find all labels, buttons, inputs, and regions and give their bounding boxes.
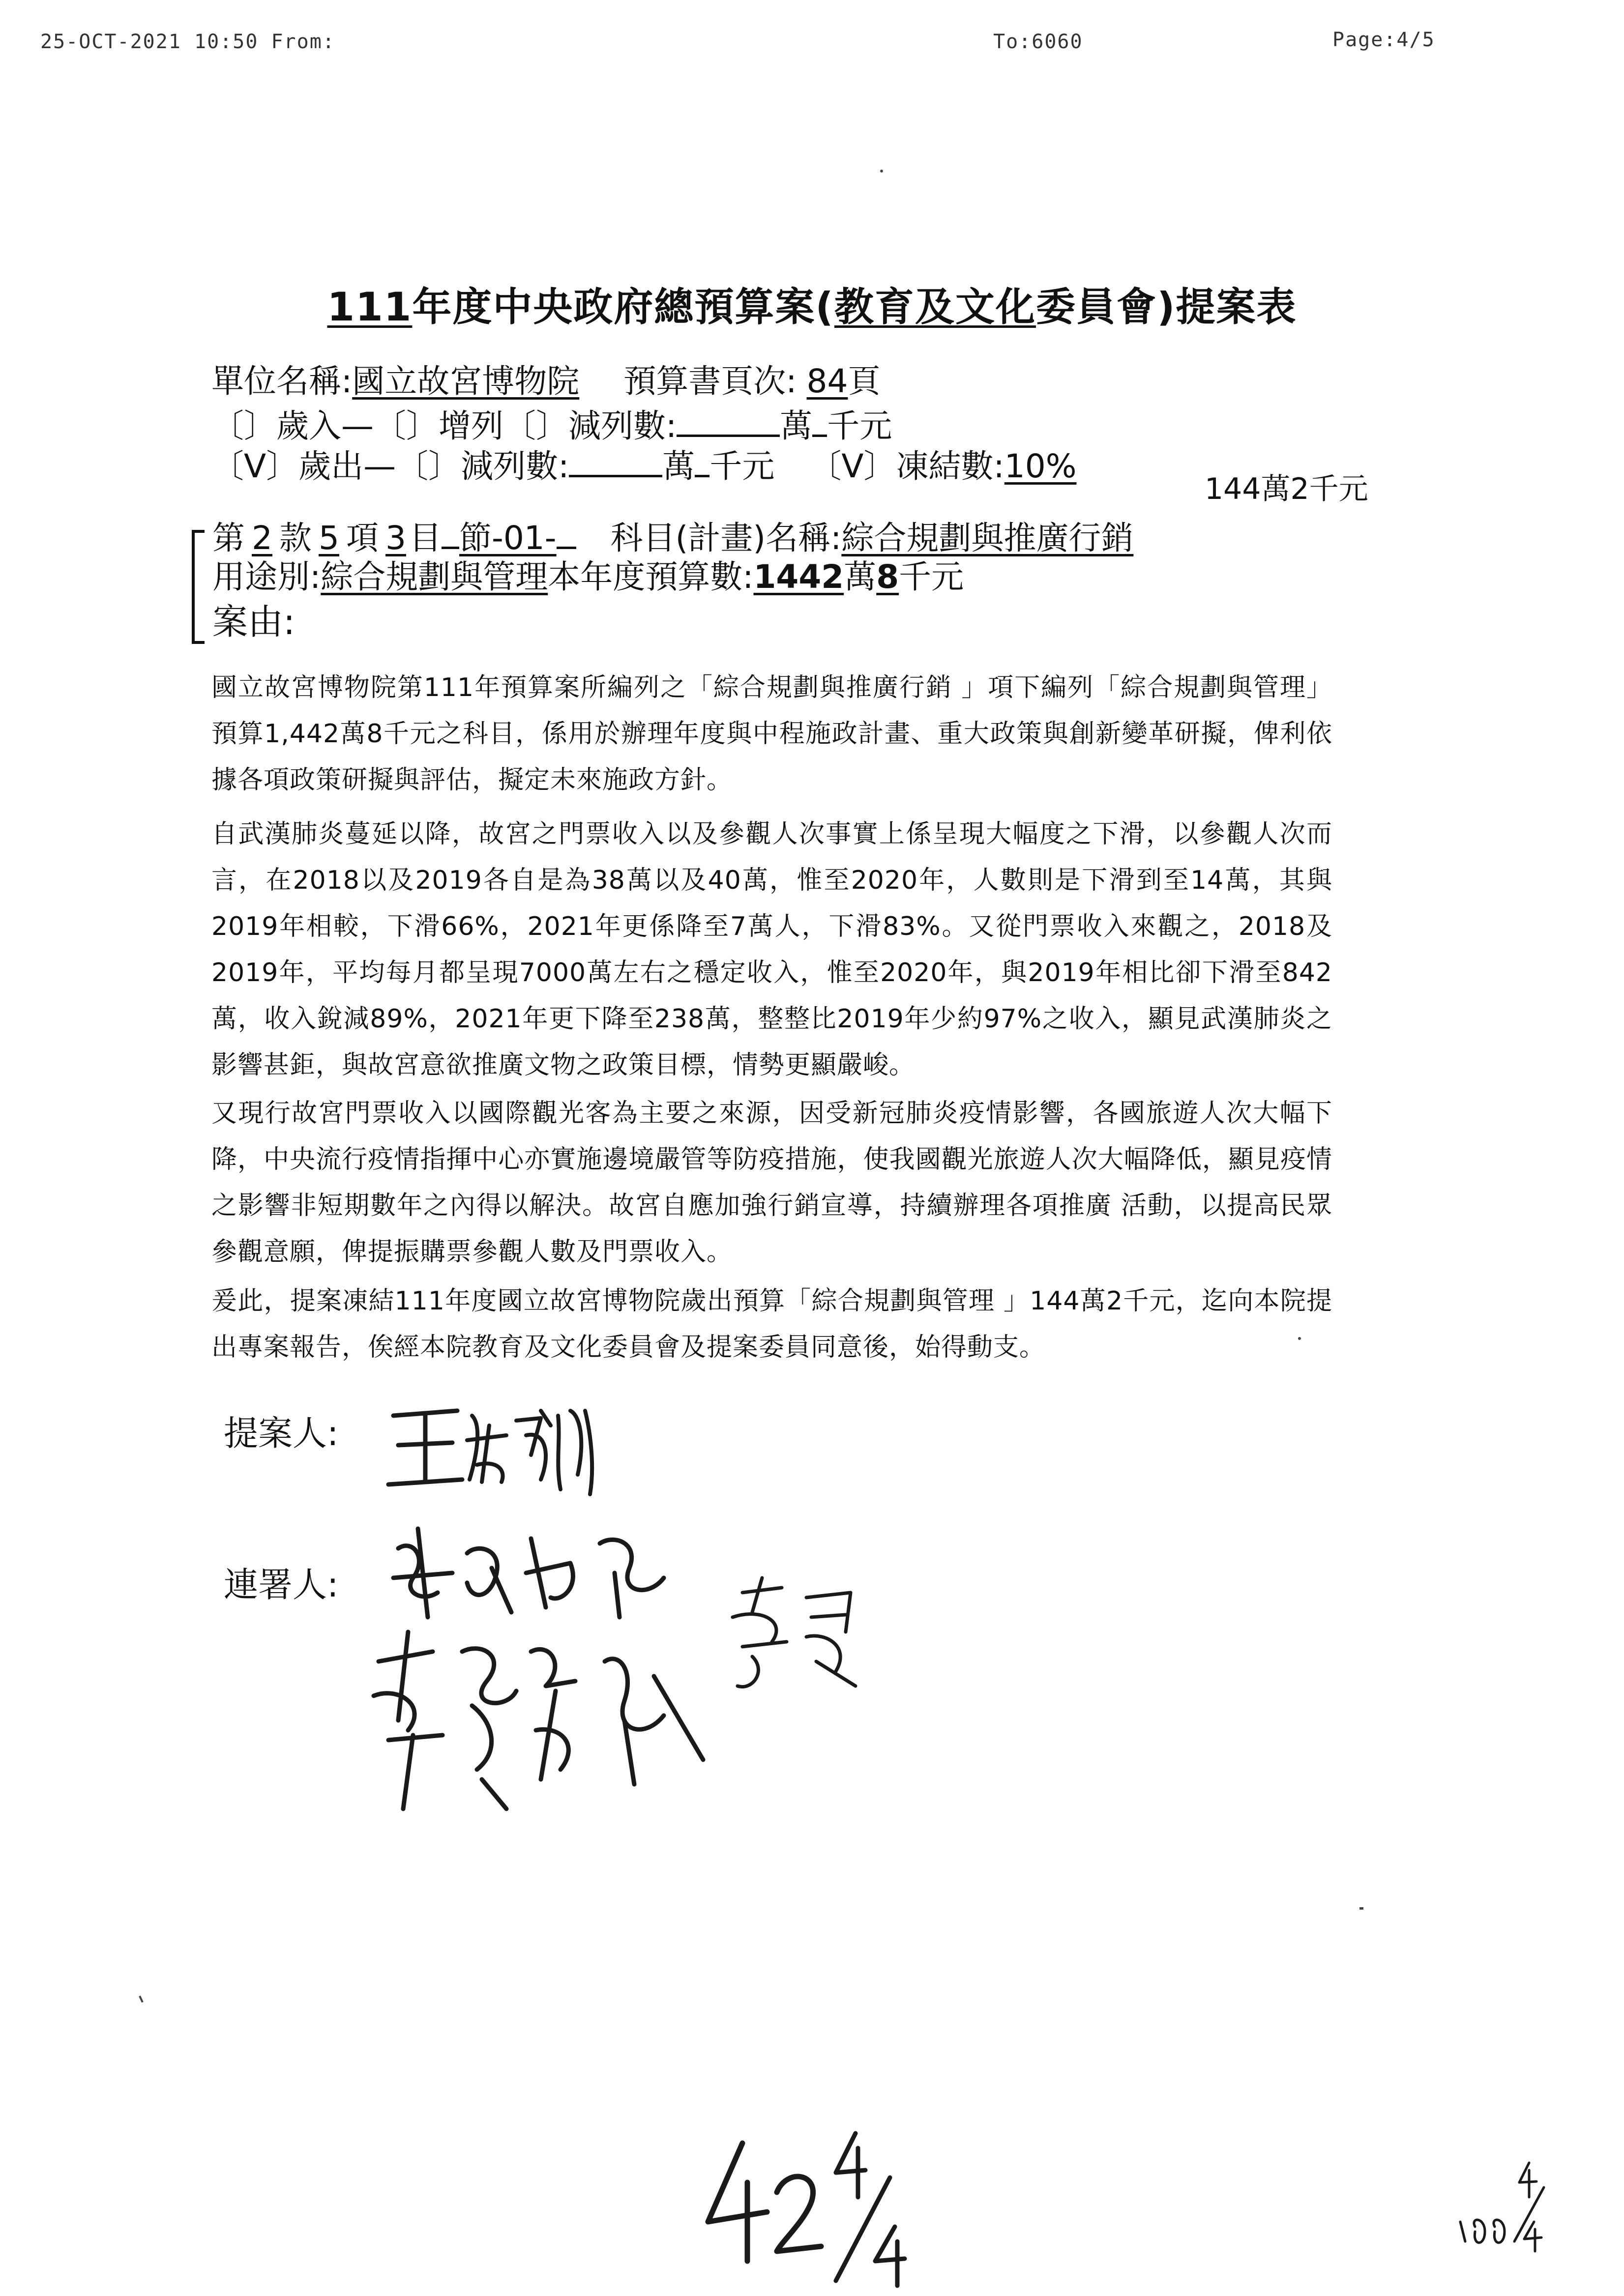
xiang-number: 5 [319, 519, 339, 557]
item-line [212, 520, 1133, 556]
jie-number: 節-01- [459, 519, 557, 557]
page-title [0, 275, 1624, 332]
use-name: 綜合規劃與管理 [321, 558, 548, 596]
paragraph-4: 爰此，提案凍結111年度國立故宮博物院歲出預算「綜合規劃與管理 」144萬2千元，迄向本院提出專案報告，俟經本院教育及文化委員會及提案委員同意後，始得動支。 [211, 1286, 1332, 1362]
revenue-qian: 千元 [827, 407, 892, 445]
budget-qian-number: 8 [876, 558, 899, 596]
item-t1: 第 [212, 519, 245, 557]
cosigner-signature-2 [359, 1622, 713, 1829]
freeze-percent: 10% [1004, 447, 1077, 485]
speck [1359, 1907, 1363, 1910]
budget-wan: 萬 [844, 558, 877, 596]
item-t2: 款 [279, 519, 312, 557]
use-label: 用途別: [212, 558, 321, 596]
budget-page-label: 預算書頁次: [623, 362, 797, 400]
proposer-label: 提案人: [224, 1413, 339, 1453]
jie-tail-blank [557, 520, 576, 549]
handwritten-page-mark [688, 2114, 924, 2291]
title-end: 委員會)提案表 [1036, 284, 1297, 330]
handwritten-corner-mark [1450, 2153, 1559, 2251]
subject-label: 科目(計畫)名稱: [610, 519, 842, 557]
expense-wan: 萬 [662, 447, 695, 485]
expense-line [211, 448, 1076, 485]
budget-number: 1442 [753, 558, 844, 596]
budget-page-number: 84 [806, 362, 848, 400]
freeze-label: 〔V〕凍結數: [809, 447, 1004, 485]
mu-number: 3 [385, 519, 406, 557]
cosigner-signature-3 [723, 1573, 870, 1701]
jie-blank [442, 520, 459, 549]
revenue-line [211, 408, 892, 444]
budget-unit: 千元 [899, 558, 964, 596]
speck [1298, 1337, 1301, 1340]
fax-to: To:6060 [993, 30, 1083, 53]
speck [139, 1996, 144, 2003]
title-year: 111 [327, 284, 413, 330]
proposer-signature [384, 1396, 610, 1504]
unit-label: 單位名稱: [211, 362, 353, 400]
expense-qian: 千元 [709, 447, 775, 485]
title-mid: 年度中央政府總預算案( [412, 284, 834, 330]
cosigner-label: 連署人: [224, 1565, 339, 1605]
item-t3: 項 [346, 519, 379, 557]
subject-name: 綜合規劃與推廣行銷 [841, 519, 1134, 557]
cosigner-signature-1 [384, 1519, 698, 1637]
unit-line [211, 364, 880, 400]
revenue-blank-qian [812, 408, 827, 437]
reason-label: 案由: [212, 601, 295, 642]
fax-page: Page:4/5 [1332, 29, 1435, 51]
speck [880, 170, 883, 173]
paragraph-3: 又現行故宮門票收入以國際觀光客為主要之來源，因受新冠肺炎疫情影響，各國旅遊人次大幅下降，中央流行疫情指揮中心亦實施邊境嚴管等防疫措施，使我國觀光旅遊人次大幅降低，顯見疫情之影響非短期數年之內得以解決。故宮自應加強行銷宣導，持續辦理各項推廣 活動，以提高民眾參觀意願，俾提振購票參觀人數及門票收入。 [211, 1099, 1332, 1267]
expense-blank-qian [695, 448, 709, 477]
unit-name: 國立故宮博物院 [352, 362, 580, 400]
budget-label: 本年度預算數: [548, 558, 754, 596]
revenue-prefix: 〔〕歲入—〔〕增列〔〕減列數: [211, 407, 677, 445]
fax-datetime-from: 25-OCT-2021 10:50 From: [40, 30, 335, 53]
title-committee: 教育及文化 [834, 284, 1036, 330]
paragraph-2: 自武漢肺炎蔓延以降，故宮之門票收入以及參觀人次事實上係呈現大幅度之下滑，以參觀人次而言，在2018以及2019各自是為38萬以及40萬，惟至2020年，人數則是下滑到至14萬，其與2019年相較，下滑66%，2021年更係降至7萬人，下滑83%。又從門票收入來觀之，2018及2019年，平均每月都呈現7000萬左右之穩定收入，惟至2020年，與2019年相比卻下滑至842萬，收入銳減89%，2021年更下降至238萬，整整比2019年少約97%之收入，顯見武漢肺炎之影響甚鉅，與故宮意欲推廣文物之政策目標，情勢更顯嚴峻。 [211, 819, 1332, 1080]
revenue-wan: 萬 [780, 407, 813, 445]
item-t4: 目 [409, 519, 442, 557]
item-bracket [192, 530, 205, 644]
revenue-blank-wan [677, 408, 780, 437]
use-line [212, 559, 964, 595]
paragraph-1: 國立故宮博物院第111年預算案所編列之「綜合規劃與推廣行銷 」項下編列「綜合規劃與管理」預算1,442萬8千元之科目，係用於辦理年度與中程施政計畫、重大政策與創新變革研擬，俾利依據各項政策研擬與評估，擬定未來施政方針。 [211, 673, 1332, 795]
expense-prefix: 〔V〕歲出—〔〕減列數: [211, 447, 569, 485]
budget-page-suffix: 頁 [848, 362, 881, 400]
freeze-amount: 144萬2千元 [1205, 472, 1368, 506]
kuan-number: 2 [252, 519, 272, 557]
expense-blank-wan [569, 448, 662, 477]
